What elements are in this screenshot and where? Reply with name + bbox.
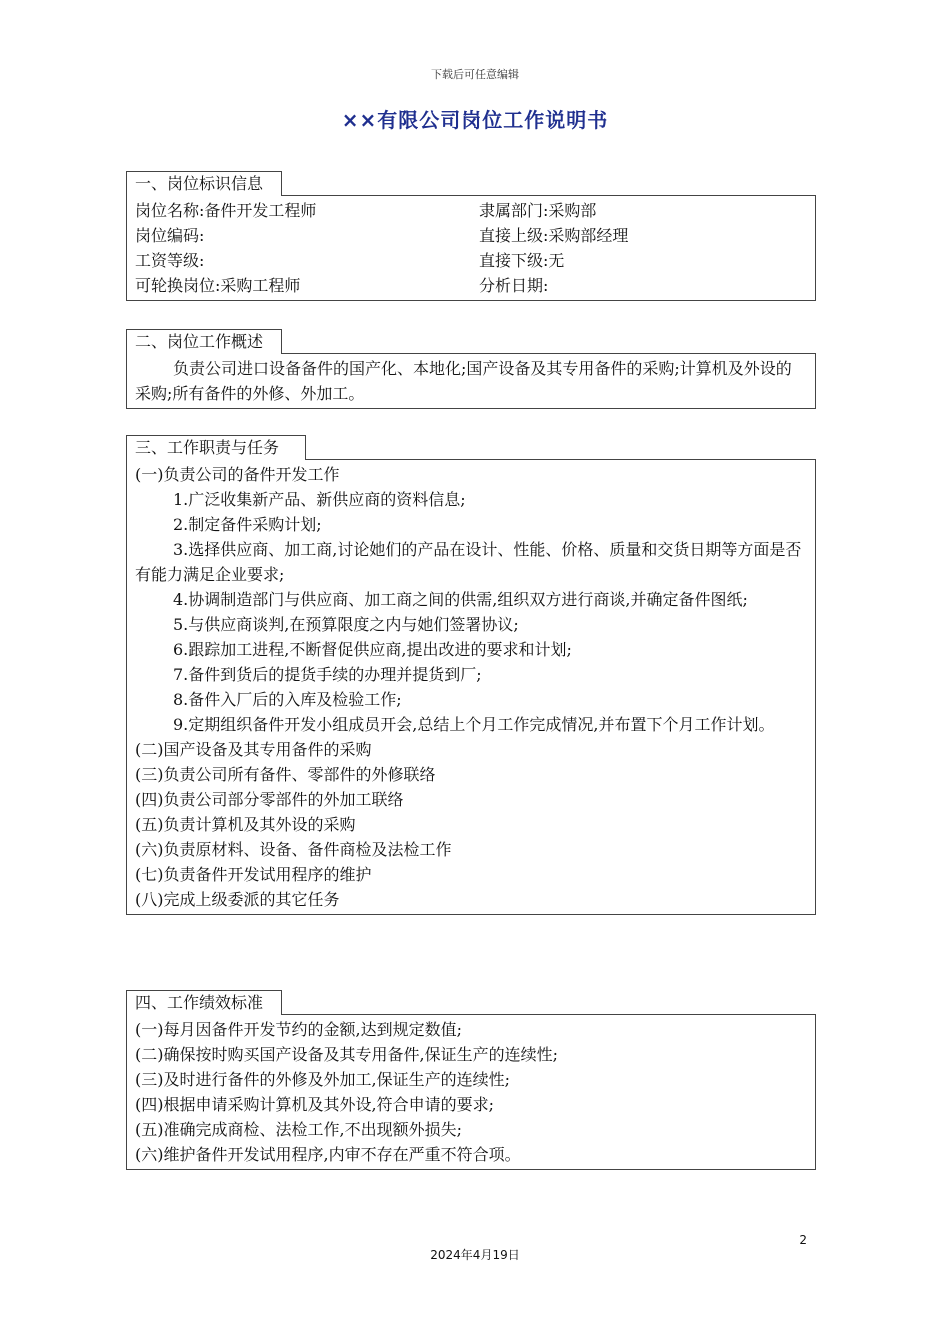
info-row	[135, 223, 807, 248]
standard-line: (五)准确完成商检、法检工作,不出现额外损失;	[135, 1120, 462, 1139]
standard-line: (四)根据申请采购计算机及其外设,符合申请的要求;	[135, 1095, 494, 1114]
duty-line: (二)国产设备及其专用备件的采购	[135, 740, 372, 759]
info-row	[135, 248, 807, 273]
section-label: 四、工作绩效标准	[126, 990, 282, 1015]
info-left: 工资等级:	[135, 251, 205, 270]
info-right: 直接上级:采购部经理	[479, 226, 629, 245]
info-row	[135, 273, 807, 298]
duty-line: 1.广泛收集新产品、新供应商的资料信息;	[173, 490, 466, 509]
duty-line: 5.与供应商谈判,在预算限度之内与她们签署协议;	[173, 615, 519, 634]
duty-line: (六)负责原材料、设备、备件商检及法检工作	[135, 840, 452, 859]
duty-line: (八)完成上级委派的其它任务	[135, 890, 340, 909]
section-box	[126, 459, 816, 915]
info-right: 隶属部门:采购部	[479, 201, 597, 220]
info-left: 岗位编码:	[135, 226, 205, 245]
section-box	[126, 195, 816, 301]
section-duties	[126, 435, 816, 915]
section-position-info	[126, 171, 816, 301]
section-label: 三、工作职责与任务	[126, 435, 306, 460]
info-right: 直接下级:无	[479, 251, 565, 270]
standard-line: (二)确保按时购买国产设备及其专用备件,保证生产的连续性;	[135, 1045, 558, 1064]
section-label: 一、岗位标识信息	[126, 171, 282, 196]
duty-line: 4.协调制造部门与供应商、加工商之间的供需,组织双方进行商谈,并确定备件图纸;	[173, 590, 748, 609]
info-left: 岗位名称:备件开发工程师	[135, 201, 317, 220]
overview-text: 负责公司进口设备备件的国产化、本地化;国产设备及其专用备件的采购;计算机及外设的采购;所有备件的外修、外加工。	[135, 359, 792, 403]
standard-line: (六)维护备件开发试用程序,内审不存在严重不符合项。	[135, 1145, 521, 1164]
duty-line: 3.选择供应商、加工商,讨论她们的产品在设计、性能、价格、质量和交货日期等方面是否有能力满足企业要求;	[135, 540, 802, 584]
duty-line: 6.跟踪加工进程,不断督促供应商,提出改进的要求和计划;	[173, 640, 572, 659]
footer-date: 2024年4月19日	[430, 1248, 520, 1262]
section-performance-standards	[126, 990, 816, 1170]
duty-line: (一)负责公司的备件开发工作	[135, 465, 340, 484]
section-box	[126, 353, 816, 409]
info-right: 分析日期:	[479, 276, 549, 295]
duty-line: 7.备件到货后的提货手续的办理并提货到厂;	[173, 665, 482, 684]
document-title: ××有限公司岗位工作说明书	[341, 108, 609, 132]
section-box	[126, 1014, 816, 1170]
info-left: 可轮换岗位:采购工程师	[135, 276, 301, 295]
duty-line: 9.定期组织备件开发小组成员开会,总结上个月工作完成情况,并布置下个月工作计划。	[173, 715, 775, 734]
section-label: 二、岗位工作概述	[126, 329, 282, 354]
duty-line: (四)负责公司部分零部件的外加工联络	[135, 790, 404, 809]
section-job-overview	[126, 329, 816, 409]
duty-line: (五)负责计算机及其外设的采购	[135, 815, 356, 834]
info-row	[135, 198, 807, 223]
page-number: 2	[799, 1233, 807, 1247]
standard-line: (三)及时进行备件的外修及外加工,保证生产的连续性;	[135, 1070, 510, 1089]
standard-line: (一)每月因备件开发节约的金额,达到规定数值;	[135, 1020, 462, 1039]
duty-line: 2.制定备件采购计划;	[173, 515, 322, 534]
duty-line: (七)负责备件开发试用程序的维护	[135, 865, 372, 884]
header-note: 下载后可任意编辑	[431, 68, 519, 81]
duty-line: 8.备件入厂后的入库及检验工作;	[173, 690, 402, 709]
duty-line: (三)负责公司所有备件、零部件的外修联络	[135, 765, 436, 784]
